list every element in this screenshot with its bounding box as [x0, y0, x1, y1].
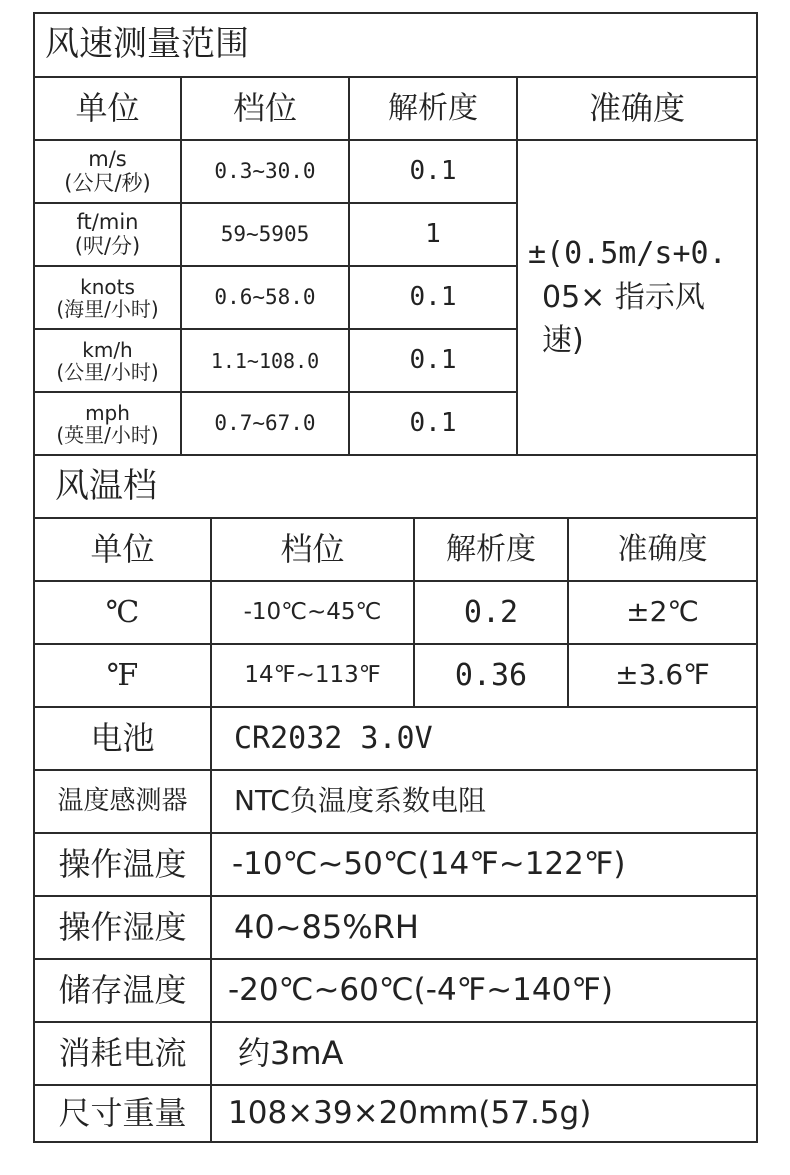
unit-label: mph: [85, 400, 130, 425]
unit-label: km/h: [82, 337, 133, 362]
wind-temp-title: 风温档: [55, 465, 157, 506]
unit-label: ft/min: [76, 210, 139, 235]
unit-cell: [35, 141, 180, 202]
spec-label: 电池: [90, 718, 155, 757]
unit-label: m/s: [88, 147, 127, 172]
accuracy-line: 速): [542, 323, 584, 359]
unit-label-cn: (英里/小时): [56, 422, 159, 447]
unit-label-cn: (公里/小时): [56, 359, 159, 384]
unit-cell: [35, 204, 180, 265]
temp-accuracy: ±3.6℉: [615, 658, 710, 692]
header-range: 档位: [232, 88, 297, 127]
spec-value: 40~85%RH: [234, 907, 419, 946]
range-value: 0.3~30.0: [214, 158, 316, 183]
header-unit: 单位: [75, 88, 140, 127]
spec-sheet: [33, 12, 758, 1143]
spec-label: 操作温度: [58, 844, 187, 883]
unit-cell: [35, 330, 180, 391]
header-resolution: 解析度: [388, 91, 478, 126]
range-value: 1.1~108.0: [210, 348, 320, 373]
spec-label: 尺寸重量: [58, 1093, 187, 1132]
unit-label: knots: [80, 274, 135, 299]
header-accuracy: 准确度: [588, 88, 685, 127]
temp-resolution: 0.2: [463, 595, 519, 630]
unit-label-cn: (海里/小时): [56, 296, 159, 321]
temp-accuracy: ±2℃: [626, 595, 699, 629]
header-unit: 单位: [90, 529, 155, 568]
unit-label-cn: (呎/分): [74, 233, 141, 258]
temp-range: 14℉~113℉: [244, 661, 381, 688]
resolution-value: 0.1: [409, 156, 457, 187]
header-resolution: 解析度: [446, 532, 536, 567]
spec-label: 消耗电流: [58, 1033, 187, 1072]
range-value: 0.7~67.0: [214, 410, 316, 435]
resolution-value: 0.1: [409, 282, 457, 313]
unit-label-cn: (公尺/秒): [64, 170, 151, 195]
resolution-value: 1: [425, 219, 441, 250]
accuracy-line: ±(0.5m/s+0.: [528, 236, 727, 272]
spec-value: -20℃~60℃(-4℉~140℉): [228, 972, 613, 1009]
temp-range: -10℃~45℃: [243, 598, 382, 625]
spec-label: 操作湿度: [58, 907, 187, 946]
header-range: 档位: [280, 529, 345, 568]
temp-unit: ℃: [105, 595, 140, 630]
spec-value: 约3mA: [238, 1033, 344, 1072]
range-value: 0.6~58.0: [214, 284, 316, 309]
resolution-value: 0.1: [409, 345, 457, 376]
spec-value: NTC负温度系数电阻: [234, 784, 486, 818]
spec-value: CR2032 3.0V: [234, 721, 433, 756]
unit-cell: [35, 267, 180, 328]
spec-label: 储存温度: [58, 970, 187, 1009]
spec-label: 温度感测器: [57, 786, 188, 817]
unit-cell: [35, 393, 180, 454]
spec-value: 108×39×20mm(57.5g): [228, 1095, 592, 1132]
temp-unit: ℉: [106, 658, 139, 693]
temp-resolution: 0.36: [454, 658, 528, 693]
wind-speed-title: 风速测量范围: [45, 24, 249, 65]
divider: [210, 706, 212, 1141]
wind-speed-accuracy: [518, 141, 756, 454]
resolution-value: 0.1: [409, 408, 457, 439]
accuracy-line: 05× 指示风: [542, 279, 705, 315]
spec-value: -10℃~50℃(14℉~122℉): [232, 846, 626, 883]
range-value: 59~5905: [220, 221, 310, 246]
header-accuracy: 准确度: [617, 532, 708, 567]
